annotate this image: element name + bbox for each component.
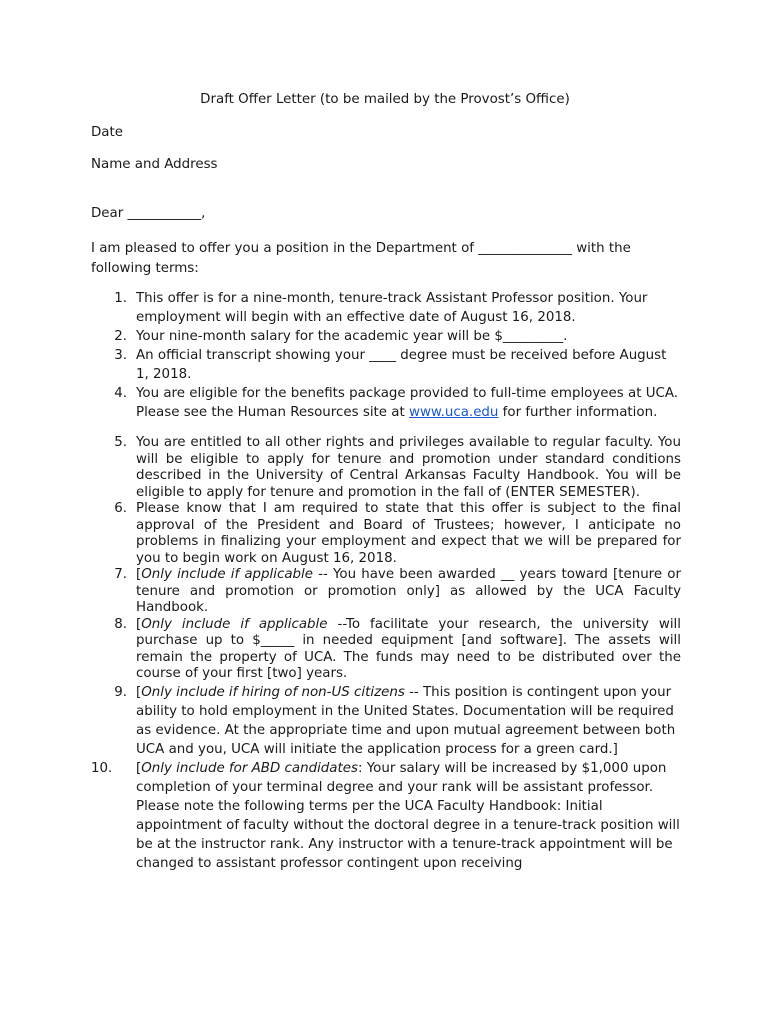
list-number: 3. xyxy=(114,348,127,363)
list-item xyxy=(91,435,681,501)
list-item-text: Please know that I am required to state that this offer is subject to the final approval of the President and Board of Trustees; however, I anticipate no problems in finalizing your employment and expect that we will be prepared for you to begin work on August 16, 2018. xyxy=(136,501,681,566)
document-title: Draft Offer Letter (to be mailed by the Provost’s Office) xyxy=(200,92,570,107)
terms-list xyxy=(91,289,681,873)
date-line: Date xyxy=(91,125,124,140)
list-item xyxy=(91,617,681,683)
list-item xyxy=(91,289,681,327)
list-item-text: This offer is for a nine-month, tenure-track Assistant Professor position. Your employment will begin with an effective date of August 16, 2018. xyxy=(136,291,648,325)
list-number: 10. xyxy=(91,760,113,776)
list-item-text: -- This position is contingent upon your ability to hold employment in the United States. Documentation will be required as evidence. At the appropriate time and upon mutual agreement between both UCA and you, UCA will initiate the application process for a green card.] xyxy=(136,684,676,757)
name-address-line: Name and Address xyxy=(91,157,218,172)
italic-note: Only include for ABD candidates xyxy=(141,760,358,776)
bracket: [ xyxy=(136,760,142,776)
bracket: [ xyxy=(136,567,142,582)
list-number: 7. xyxy=(114,567,127,582)
intro-paragraph: I am pleased to offer you a position in the Department of ______________ with the following terms: xyxy=(91,241,631,276)
list-item xyxy=(91,501,681,567)
list-item-text: for further information. xyxy=(498,405,658,420)
list-item-text: --To facilitate your research, the university will purchase up to $_____ in needed equipment [and software]. The assets will remain the property of UCA. The funds may need to be distributed over the course of your first [two] years. xyxy=(136,616,681,681)
italic-note: Only include if hiring of non-US citizens xyxy=(141,684,405,700)
list-number: 5. xyxy=(114,435,127,450)
list-number: 9. xyxy=(114,684,127,700)
list-number: 8. xyxy=(114,616,127,632)
list-item xyxy=(91,759,681,873)
list-number: 4. xyxy=(114,386,127,401)
list-item xyxy=(91,346,681,384)
list-item xyxy=(91,384,681,422)
bracket: [ xyxy=(136,616,142,632)
list-item xyxy=(91,683,681,759)
italic-note: Only include if applicable xyxy=(141,567,314,582)
list-item xyxy=(91,327,681,346)
italic-note: Only include if applicable xyxy=(141,616,328,632)
uca-website-link[interactable]: www.uca.edu xyxy=(409,405,499,420)
list-item xyxy=(91,567,681,617)
list-item-text: -- You have been awarded __ years toward [tenure or tenure and promotion or promotion only] as allowed by the UCA Faculty Handbook. xyxy=(136,567,681,615)
list-item-text: Your nine-month salary for the academic year will be $_________. xyxy=(136,329,568,344)
list-number: 1. xyxy=(114,291,127,306)
list-item-text: An official transcript showing your ____ degree must be received before August 1, 2018. xyxy=(136,348,667,382)
salutation: Dear ___________, xyxy=(91,206,206,221)
list-item-text: : Your salary will be increased by $1,000 upon completion of your terminal degree and your rank will be assistant professor. Please note the following terms per the UCA Faculty Handbook: Initial appointment of faculty without the doctoral degree in a tenure-track position will be at the instructor rank. Any instructor with a tenure-track appointment will be changed to assistant professor contingent upon receiving xyxy=(136,760,680,871)
list-item-text: You are eligible for the benefits package provided to full-time employees at UCA. Please see the Human Resources site at xyxy=(136,386,679,420)
list-item-text: You are entitled to all other rights and privileges available to regular faculty. You will be eligible to apply for tenure and promotion under standard conditions described in the University of Central Arkansas Faculty Handbook. You will be eligible to apply for tenure and promotion in the fall of (ENTER SEMESTER). xyxy=(136,435,681,500)
list-number: 6. xyxy=(114,501,127,516)
list-number: 2. xyxy=(114,329,127,344)
bracket: [ xyxy=(136,684,142,700)
